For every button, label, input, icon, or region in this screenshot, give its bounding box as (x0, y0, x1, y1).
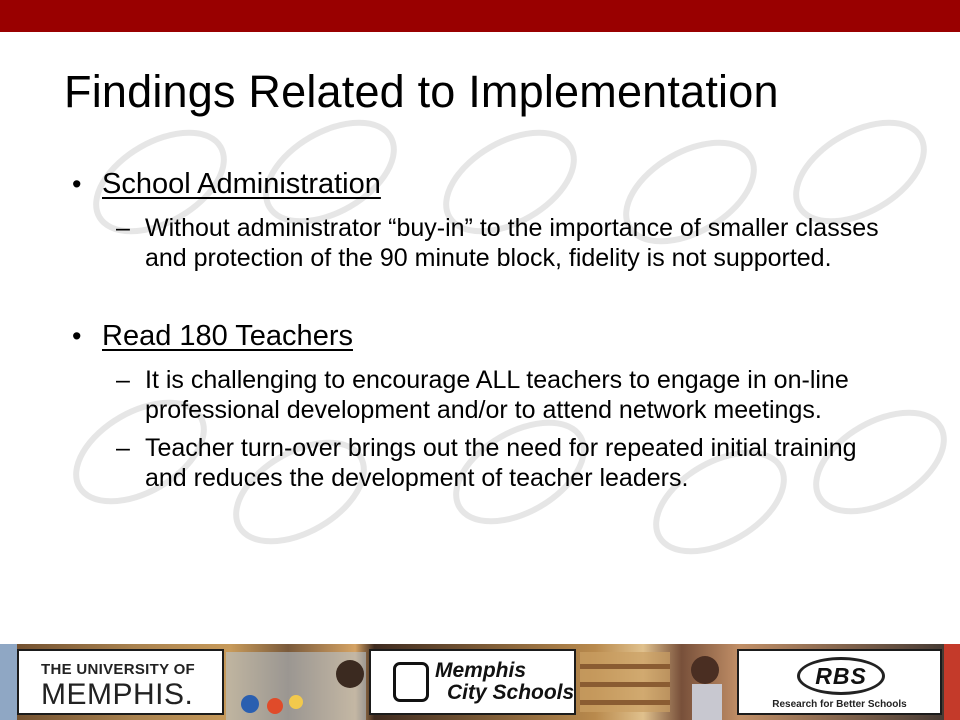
bullet-row (72, 316, 922, 356)
mcs-logo-art (389, 658, 575, 710)
bullet-icon: • (72, 321, 82, 351)
sub-bullet (116, 365, 922, 425)
sub-bullet-text: Without administrator “buy-in” to the importance of smaller classes and protection of the 90 minute block, fidelity is not supported. (145, 214, 879, 272)
dash-icon: – (116, 434, 130, 462)
university-of-memphis-logo (17, 649, 224, 715)
section-heading: Read 180 Teachers (102, 320, 353, 352)
sub-bullet (116, 213, 922, 273)
section-heading: School Administration (102, 168, 381, 200)
memphis-city-schools-logo (369, 649, 576, 715)
section-school-administration (72, 164, 922, 273)
logo-line: Memphis (435, 659, 527, 682)
sub-bullet-text: Teacher turn-over brings out the need for repeated initial training and reduces the development of teacher leaders. (145, 434, 857, 492)
dash-icon: – (116, 366, 130, 394)
logo-tagline: Research for Better Schools (772, 699, 907, 710)
logo-letters: RBS (815, 663, 867, 689)
rbs-emblem (797, 657, 885, 695)
footer-banner (0, 644, 960, 720)
sub-bullet (116, 433, 922, 493)
bullet-row (72, 164, 922, 204)
dash-icon: – (116, 214, 130, 242)
bullet-icon: • (72, 169, 82, 199)
mcs-emblem-icon (393, 662, 429, 702)
logo-line: THE UNIVERSITY OF (41, 661, 196, 678)
slide-content (72, 164, 922, 493)
logo-wordmark: MEMPHIS. (41, 678, 194, 711)
sub-bullet-text: It is challenging to encourage ALL teachers to engage in on-line professional development and/or to attend network meetings. (145, 366, 849, 424)
logo-line: City Schools (447, 681, 575, 704)
top-accent-bar (0, 0, 960, 32)
rbs-logo (737, 649, 942, 715)
slide-title: Findings Related to Implementation (64, 66, 779, 117)
section-read-180-teachers (72, 316, 922, 493)
